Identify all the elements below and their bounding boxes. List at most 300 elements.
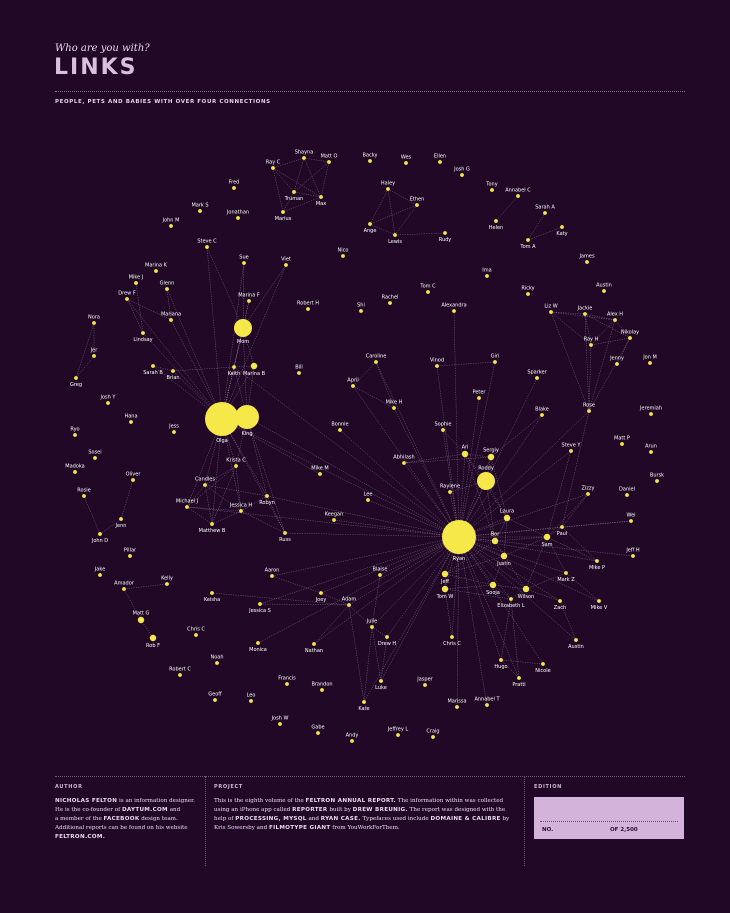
node-tony xyxy=(485,182,497,192)
node-dot xyxy=(98,573,102,577)
edge-sergiy-abhilash xyxy=(404,457,491,463)
node-label: Jeremiah xyxy=(639,405,663,412)
project-text: help of xyxy=(214,816,234,822)
edge-russ-ryan xyxy=(285,533,459,537)
edge-julie-drewh xyxy=(372,627,387,637)
node-dot xyxy=(185,505,189,509)
node-label: Keisha xyxy=(203,596,221,603)
node-julie xyxy=(366,619,378,629)
node-glenn xyxy=(160,281,175,291)
project-section xyxy=(214,783,519,833)
node-label: April xyxy=(347,377,359,384)
node-dot xyxy=(93,456,97,460)
node-label: Rudy xyxy=(438,236,452,243)
node-mikeh xyxy=(386,400,403,410)
node-dot xyxy=(490,582,496,588)
node-pratti xyxy=(512,676,525,688)
node-label: Jer xyxy=(90,347,98,354)
project-highlight: FELTRON ANNUAL REPORT. xyxy=(305,798,396,804)
node-label: Viet xyxy=(281,256,291,263)
node-dot xyxy=(150,635,156,641)
node-label: Craig xyxy=(426,728,440,735)
project-text: Typefaces used include xyxy=(362,816,429,822)
node-label: Ray C xyxy=(265,159,281,166)
node-daniel xyxy=(619,487,635,497)
node-tomw xyxy=(436,586,454,600)
node-ellen xyxy=(434,154,446,164)
node-dot xyxy=(564,571,568,575)
node-matto xyxy=(321,154,338,164)
node-label: Steve Y xyxy=(561,442,581,449)
node-mikep xyxy=(589,559,605,571)
node-dot xyxy=(171,369,175,373)
node-label: Madoka xyxy=(65,463,85,470)
subtitle: Who are you with? xyxy=(55,43,150,54)
node-ryan xyxy=(442,520,476,562)
node-mattp xyxy=(614,436,630,446)
node-dot xyxy=(141,331,145,335)
node-label: Wei xyxy=(626,512,636,519)
node-andy xyxy=(346,733,359,743)
edge-ryan-kate xyxy=(364,537,459,702)
node-label: Mike M xyxy=(311,465,329,472)
node-label: Jon M xyxy=(643,354,657,361)
feltron-link[interactable]: FELTRON.COM. xyxy=(55,834,106,840)
node-dot xyxy=(462,451,468,457)
node-label: Abhilash xyxy=(393,454,415,461)
node-tomc xyxy=(419,284,436,294)
node-dot xyxy=(535,376,539,380)
node-jenn xyxy=(115,517,127,529)
node-dot xyxy=(386,187,390,191)
node-label: Liz W xyxy=(544,303,558,310)
edge-shayna-max xyxy=(304,158,321,197)
edge-adam-keisha xyxy=(212,593,349,605)
node-kristac xyxy=(226,458,246,468)
edge-lizw-jackie xyxy=(551,312,585,314)
node-dot xyxy=(485,274,489,278)
node-dot xyxy=(256,641,260,645)
node-dot xyxy=(283,531,287,535)
project-text: by xyxy=(502,816,510,822)
node-dot xyxy=(426,290,430,294)
node-label: Paul xyxy=(556,530,568,537)
node-label: Alexandra xyxy=(441,302,467,309)
node-noah xyxy=(210,655,223,665)
node-dot xyxy=(134,281,138,285)
node-label: Annabel T xyxy=(474,696,500,703)
node-markz xyxy=(557,571,575,583)
node-label: Adam xyxy=(341,596,357,603)
node-dot xyxy=(517,676,521,680)
node-matthewb xyxy=(199,522,226,534)
daytum-link[interactable]: DAYTUM.COM xyxy=(121,807,168,813)
node-rose xyxy=(583,403,595,413)
node-austin xyxy=(596,283,612,293)
edge-rayc-truman xyxy=(273,168,294,192)
node-label: Lewis xyxy=(388,238,402,245)
node-label: Krista C xyxy=(226,457,246,464)
node-label: Mike V xyxy=(590,604,608,611)
node-jeffh xyxy=(625,548,640,558)
node-label: Blake xyxy=(535,406,549,413)
node-dot xyxy=(501,553,507,559)
node-label: Tony xyxy=(486,181,498,188)
node-dot xyxy=(488,454,494,460)
node-label: Chris C xyxy=(443,640,461,647)
node-dot xyxy=(172,430,176,434)
node-sarahb xyxy=(143,364,163,376)
edge-ryan-austin2 xyxy=(459,537,576,640)
node-dot xyxy=(128,554,132,558)
node-dot xyxy=(649,412,653,416)
node-dot xyxy=(169,318,173,322)
node-monica xyxy=(249,641,267,653)
project-text: This is the eighth volume of the xyxy=(214,798,304,804)
node-label: Steve C xyxy=(197,238,217,245)
node-dot xyxy=(560,225,564,229)
node-kate xyxy=(358,700,369,712)
node-label: Katy xyxy=(556,230,568,237)
node-label: Hana xyxy=(124,413,138,420)
node-label: Geoff xyxy=(208,691,222,698)
node-lindsay xyxy=(133,331,152,343)
node-label: Marina F xyxy=(238,292,260,299)
edge-annabelc-helen xyxy=(496,196,518,221)
node-mikem xyxy=(311,466,328,476)
node-label: Austin xyxy=(596,282,612,289)
node-dot xyxy=(595,559,599,563)
node-dot xyxy=(585,260,589,264)
node-label: Laura xyxy=(499,508,515,515)
node-dot xyxy=(235,405,259,429)
node-dot xyxy=(477,472,495,490)
node-label: Marina K xyxy=(145,262,167,269)
node-ethen xyxy=(410,197,425,207)
node-dot xyxy=(98,532,102,536)
node-label: Arun xyxy=(645,443,657,450)
node-dot xyxy=(509,597,513,601)
node-haley xyxy=(381,181,395,191)
node-label: Drew H xyxy=(377,640,397,647)
node-dot xyxy=(92,321,96,325)
node-label: Fred xyxy=(228,179,240,186)
edge-ryan-monica xyxy=(258,537,459,643)
node-label: Glenn xyxy=(159,280,175,287)
node-dot xyxy=(378,573,382,577)
node-alexandra xyxy=(441,303,466,313)
node-robyn xyxy=(259,494,275,506)
node-label: Marina B xyxy=(242,371,266,378)
author-heading: AUTHOR xyxy=(55,784,83,790)
node-dot xyxy=(327,160,331,164)
node-dot xyxy=(319,195,323,199)
edge-ryan-luke xyxy=(381,537,459,681)
node-dot xyxy=(73,433,77,437)
node-label: Vinod xyxy=(429,357,445,364)
node-dot xyxy=(292,190,296,194)
node-pillar xyxy=(124,548,137,558)
node-shayna xyxy=(295,150,314,160)
edge-rose-jackie xyxy=(585,314,589,411)
node-label: Marius xyxy=(274,215,292,222)
edge-elizabethl-pratti xyxy=(511,599,519,678)
node-dot xyxy=(297,371,301,375)
node-hugo xyxy=(494,658,507,670)
edge-olga-viet xyxy=(222,265,286,419)
node-drewh xyxy=(378,635,397,647)
node-brandon xyxy=(311,682,332,692)
node-dot xyxy=(404,161,408,165)
node-label: Wilson xyxy=(517,594,535,601)
edge-olga-lindsay xyxy=(143,333,222,419)
node-dot xyxy=(649,450,653,454)
node-label: Tom A xyxy=(520,243,536,250)
node-dot xyxy=(558,599,562,603)
edge-jeff-sooja xyxy=(445,574,493,585)
node-jeremiah xyxy=(639,406,662,416)
node-label: Jenny xyxy=(610,355,624,362)
node-chrisc2 xyxy=(443,635,461,647)
node-dot xyxy=(628,336,632,340)
edge-king-russ xyxy=(247,417,285,533)
node-dot xyxy=(73,470,77,474)
author-text: Additional reports can be found on his website xyxy=(55,825,188,831)
node-label: Gabe xyxy=(311,724,325,731)
node-label: Sparker xyxy=(527,369,547,376)
node-dot xyxy=(392,406,396,410)
node-dot xyxy=(236,216,240,220)
node-label: Brandon xyxy=(311,681,333,688)
node-dot xyxy=(284,263,288,267)
node-vinod xyxy=(430,358,444,368)
edge-sooja-wilson xyxy=(493,585,526,589)
node-label: Leo xyxy=(246,692,256,699)
node-dot xyxy=(265,494,269,498)
node-label: Keegan xyxy=(324,511,344,518)
node-dot xyxy=(350,739,354,743)
node-label: Robert H xyxy=(297,300,319,307)
node-stevec xyxy=(197,239,217,249)
node-label: Robyn xyxy=(259,499,275,506)
node-dot xyxy=(129,420,133,424)
project-text: built by xyxy=(329,807,351,813)
node-paul xyxy=(557,525,567,537)
author-text: and xyxy=(169,807,181,813)
node-rosie xyxy=(77,488,90,498)
edge-rose-alexh xyxy=(589,320,615,411)
node-katy xyxy=(556,225,567,237)
node-dot xyxy=(504,515,510,521)
node-dot xyxy=(631,554,635,558)
node-label: Matt G xyxy=(132,610,150,617)
node-dot xyxy=(151,364,155,368)
node-label: Shi xyxy=(357,302,365,309)
node-nikolay xyxy=(621,330,639,340)
node-label: Marissa xyxy=(447,698,467,705)
node-dot xyxy=(597,599,601,603)
node-dot xyxy=(281,210,285,214)
node-dot xyxy=(210,591,214,595)
edition-of-label: OF 2,500 xyxy=(610,827,638,833)
project-highlight: REPORTER xyxy=(292,807,328,813)
node-dot xyxy=(368,159,372,163)
node-dot xyxy=(492,538,498,544)
edge-sam-mikep xyxy=(547,537,597,561)
node-alexh xyxy=(607,312,623,322)
edge-jessicah-russ xyxy=(241,511,285,533)
edge-jessicas-adam xyxy=(260,604,349,605)
node-dot xyxy=(271,166,275,170)
edge-haley-lewis xyxy=(388,189,395,235)
node-dot xyxy=(312,642,316,646)
node-madoka xyxy=(65,464,84,474)
column-separator xyxy=(524,776,525,866)
node-label: Lindsay xyxy=(133,336,153,343)
node-bonnie xyxy=(331,422,348,432)
node-label: Jessica S xyxy=(249,607,271,614)
node-marius xyxy=(275,210,292,222)
node-roberth xyxy=(297,301,319,311)
project-text: The information within was collected xyxy=(397,798,504,804)
node-label: Daniel xyxy=(619,486,635,493)
node-sophie xyxy=(434,422,451,432)
node-dot xyxy=(388,301,392,305)
edge-ryan-annabelt xyxy=(459,537,487,705)
node-dot xyxy=(82,494,86,498)
node-label: Caroline xyxy=(365,353,387,360)
edition-box xyxy=(534,797,684,839)
node-jonathan xyxy=(226,210,249,220)
node-dot xyxy=(415,203,419,207)
node-label: Olga xyxy=(216,438,228,444)
project-highlight: DOMAINE & CALIBRE xyxy=(430,816,501,822)
node-label: Sosei xyxy=(88,449,102,456)
node-label: Ryan xyxy=(452,556,466,562)
node-dot xyxy=(589,343,593,347)
node-keegan xyxy=(325,512,344,522)
node-saraha xyxy=(535,205,555,215)
node-jenny xyxy=(609,356,624,366)
node-wes xyxy=(401,155,412,165)
project-highlight: RYAN CASE. xyxy=(320,816,361,822)
edge-matto-max xyxy=(321,162,329,197)
edge-ryan-drewh xyxy=(387,537,459,637)
node-abhilash xyxy=(393,455,414,465)
edge-ethen-lewis xyxy=(395,205,417,235)
node-label: Luke xyxy=(375,684,387,691)
node-giri xyxy=(491,354,500,364)
project-highlight: PROCESSING, MYSQL xyxy=(235,816,307,822)
node-greg xyxy=(70,376,82,388)
node-dot xyxy=(370,625,374,629)
node-oliver xyxy=(126,472,142,482)
node-dot xyxy=(319,591,323,595)
node-nico xyxy=(338,248,349,258)
edge-ryan-marissa xyxy=(457,537,459,707)
node-label: Keith xyxy=(227,370,241,377)
node-sam xyxy=(541,534,552,548)
node-amador xyxy=(114,581,135,591)
node-lizw xyxy=(544,304,557,314)
node-label: Jess xyxy=(169,423,179,430)
node-craig xyxy=(426,729,439,739)
edge-ari-sophie xyxy=(443,430,465,454)
node-label: Helen xyxy=(488,224,504,231)
node-label: Wes xyxy=(400,154,412,161)
node-drewf xyxy=(118,291,136,301)
node-label: Mike P xyxy=(588,564,606,571)
node-dot xyxy=(385,635,389,639)
node-dot xyxy=(232,186,236,190)
edge-kristac-matthewb xyxy=(212,466,236,524)
node-label: Jeff xyxy=(441,579,449,586)
node-dot xyxy=(526,238,530,242)
node-label: Nora xyxy=(88,314,100,321)
node-dot xyxy=(442,571,448,577)
edge-adam-nathan xyxy=(314,605,349,644)
edge-ryan-april xyxy=(353,386,459,537)
node-dot xyxy=(205,402,239,436)
node-dot xyxy=(516,194,520,198)
node-label: Francis xyxy=(278,675,296,682)
node-label: Jackie xyxy=(577,305,593,312)
node-dot xyxy=(138,617,144,623)
node-dot xyxy=(251,363,257,369)
node-dot xyxy=(198,209,202,213)
node-dot xyxy=(431,735,435,739)
node-label: Pratti xyxy=(512,681,526,688)
node-nora xyxy=(88,315,100,325)
node-label: Rose xyxy=(583,402,595,409)
edge-drewf-lindsay xyxy=(127,299,143,333)
node-dot xyxy=(494,219,498,223)
node-dot xyxy=(455,705,459,709)
node-dot xyxy=(316,731,320,735)
edge-king-robyn xyxy=(247,417,267,496)
node-austin2 xyxy=(568,638,584,650)
page-title: LINKS xyxy=(54,55,138,80)
node-label: Matthew B xyxy=(198,527,226,534)
node-dot xyxy=(332,518,336,522)
edge-ryan-mikev xyxy=(459,537,599,601)
node-truman xyxy=(284,190,304,202)
node-dot xyxy=(549,310,553,314)
node-label: Justin xyxy=(497,561,511,568)
node-dot xyxy=(541,662,545,666)
node-dot xyxy=(443,231,447,235)
node-dot xyxy=(368,222,372,226)
author-text: He is the co-founder of xyxy=(55,807,121,813)
node-label: Rob F xyxy=(146,643,160,650)
node-label: Sarah A xyxy=(535,204,555,211)
node-dot xyxy=(258,602,262,606)
node-james xyxy=(578,254,594,264)
node-jasper xyxy=(416,677,433,687)
node-label: Raylene xyxy=(439,483,461,490)
node-dot xyxy=(526,292,530,296)
node-helen xyxy=(489,219,503,231)
node-backy xyxy=(363,153,378,163)
node-dot xyxy=(205,245,209,249)
node-marks xyxy=(191,203,208,213)
node-label: Truman xyxy=(284,195,304,202)
node-label: Rosie xyxy=(77,487,91,494)
node-dot xyxy=(560,525,564,529)
edge-rose-rayh xyxy=(589,345,591,411)
node-dot xyxy=(165,287,169,291)
node-johnd xyxy=(91,532,108,544)
